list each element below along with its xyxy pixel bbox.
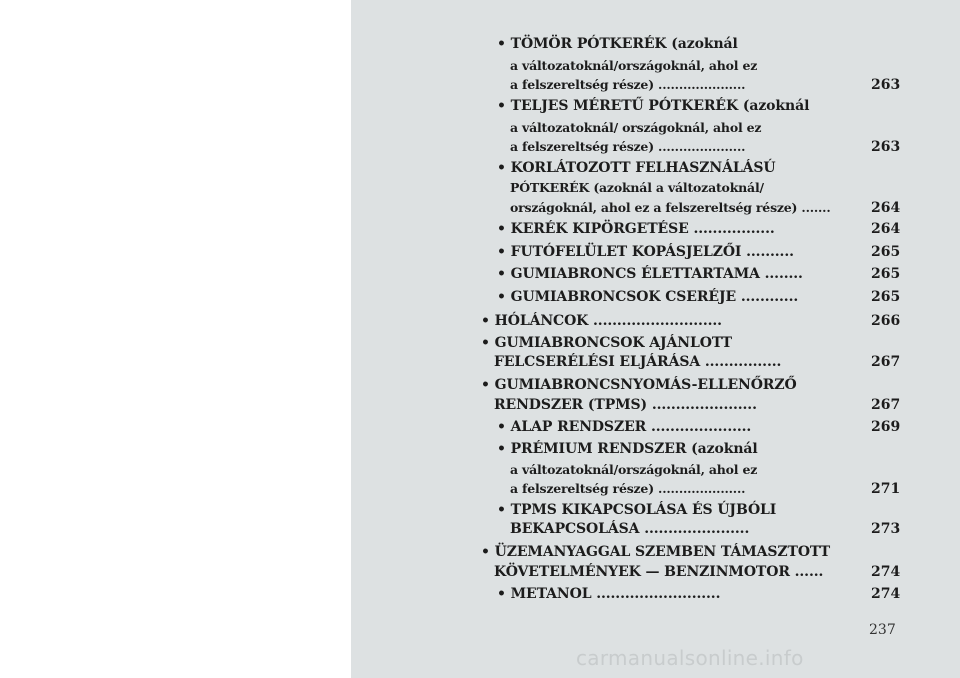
toc-entry-line: a változatoknál/ országoknál, ahol ez [510, 120, 762, 135]
toc-entry-line: KÖVETELMÉNYEK — BENZINMOTOR ...... [494, 564, 824, 580]
toc-page-number: 265 [871, 289, 901, 305]
toc-entry-title: • TÖMÖR PÓTKERÉK (azoknál [497, 36, 738, 52]
toc-entry-line: a felszereltség része) ..................... [510, 139, 746, 154]
toc-entry-line: a változatoknál/országoknál, ahol ez [510, 462, 758, 477]
toc-entry-line: RENDSZER (TPMS) ...................... [494, 397, 757, 413]
toc-entry-line: BEKAPCSOLÁSA ...................... [510, 521, 750, 537]
watermark: carmanualsonline.info [576, 646, 804, 670]
toc-page-number: 274 [871, 564, 901, 580]
toc-entry-title: • KORLÁTOZOTT FELHASZNÁLÁSÚ [497, 160, 776, 176]
toc-entry-title: • GUMIABRONCSNYOMÁS-ELLENŐRZŐ [481, 377, 797, 393]
toc-page-number: 274 [871, 586, 901, 602]
page-number: 237 [869, 622, 896, 638]
toc-entry-title: • GUMIABRONCS ÉLETTARTAMA ........ [497, 266, 803, 282]
toc-page-number: 267 [871, 397, 901, 413]
toc-page-number: 263 [871, 139, 901, 155]
toc-page-number: 265 [871, 266, 901, 282]
toc-page-number: 267 [871, 354, 901, 370]
toc-entry-line: a felszereltség része) ..................... [510, 77, 746, 92]
toc-entry-title: • METANOL .......................... [497, 586, 721, 602]
toc-page-number: 264 [871, 221, 901, 237]
toc-entry-line: FELCSERÉLÉSI ELJÁRÁSA ................ [494, 354, 782, 370]
toc-page-number: 265 [871, 244, 901, 260]
toc-page-number: 273 [871, 521, 901, 537]
toc-entry-title: • KERÉK KIPÖRGETÉSE ................. [497, 221, 775, 237]
toc-page-number: 263 [871, 77, 901, 93]
toc-entry-title: • HÓLÁNCOK ........................... [481, 313, 722, 329]
toc-entry-line: a felszereltség része) ..................... [510, 481, 746, 496]
toc-entry-line: a változatoknál/országoknál, ahol ez [510, 58, 758, 73]
toc-entry-title: • ÜZEMANYAGGAL SZEMBEN TÁMASZTOTT [481, 544, 831, 560]
toc-entry-title: • PRÉMIUM RENDSZER (azoknál [497, 441, 758, 457]
toc-entry-title: • ALAP RENDSZER ..................... [497, 419, 752, 435]
toc-entry-title: • GUMIABRONCSOK AJÁNLOTT [481, 335, 732, 351]
toc-entry-line: országoknál, ahol ez a felszereltség része) ....... [510, 200, 831, 215]
toc-page-number: 269 [871, 419, 901, 435]
toc-page-number: 266 [871, 313, 901, 329]
toc-page-number: 271 [871, 481, 901, 497]
toc-entry-title: • TPMS KIKAPCSOLÁSA ÉS ÚJBÓLI [497, 502, 777, 518]
toc-entry-title: • GUMIABRONCSOK CSERÉJE ............ [497, 289, 799, 305]
toc-entry-line: PÓTKERÉK (azoknál a változatoknál/ [510, 180, 764, 195]
toc-page-number: 264 [871, 200, 901, 216]
toc-entry-title: • TELJES MÉRETŰ PÓTKERÉK (azoknál [497, 98, 810, 114]
toc-entry-title: • FUTÓFELÜLET KOPÁSJELZŐI .......... [497, 244, 794, 260]
